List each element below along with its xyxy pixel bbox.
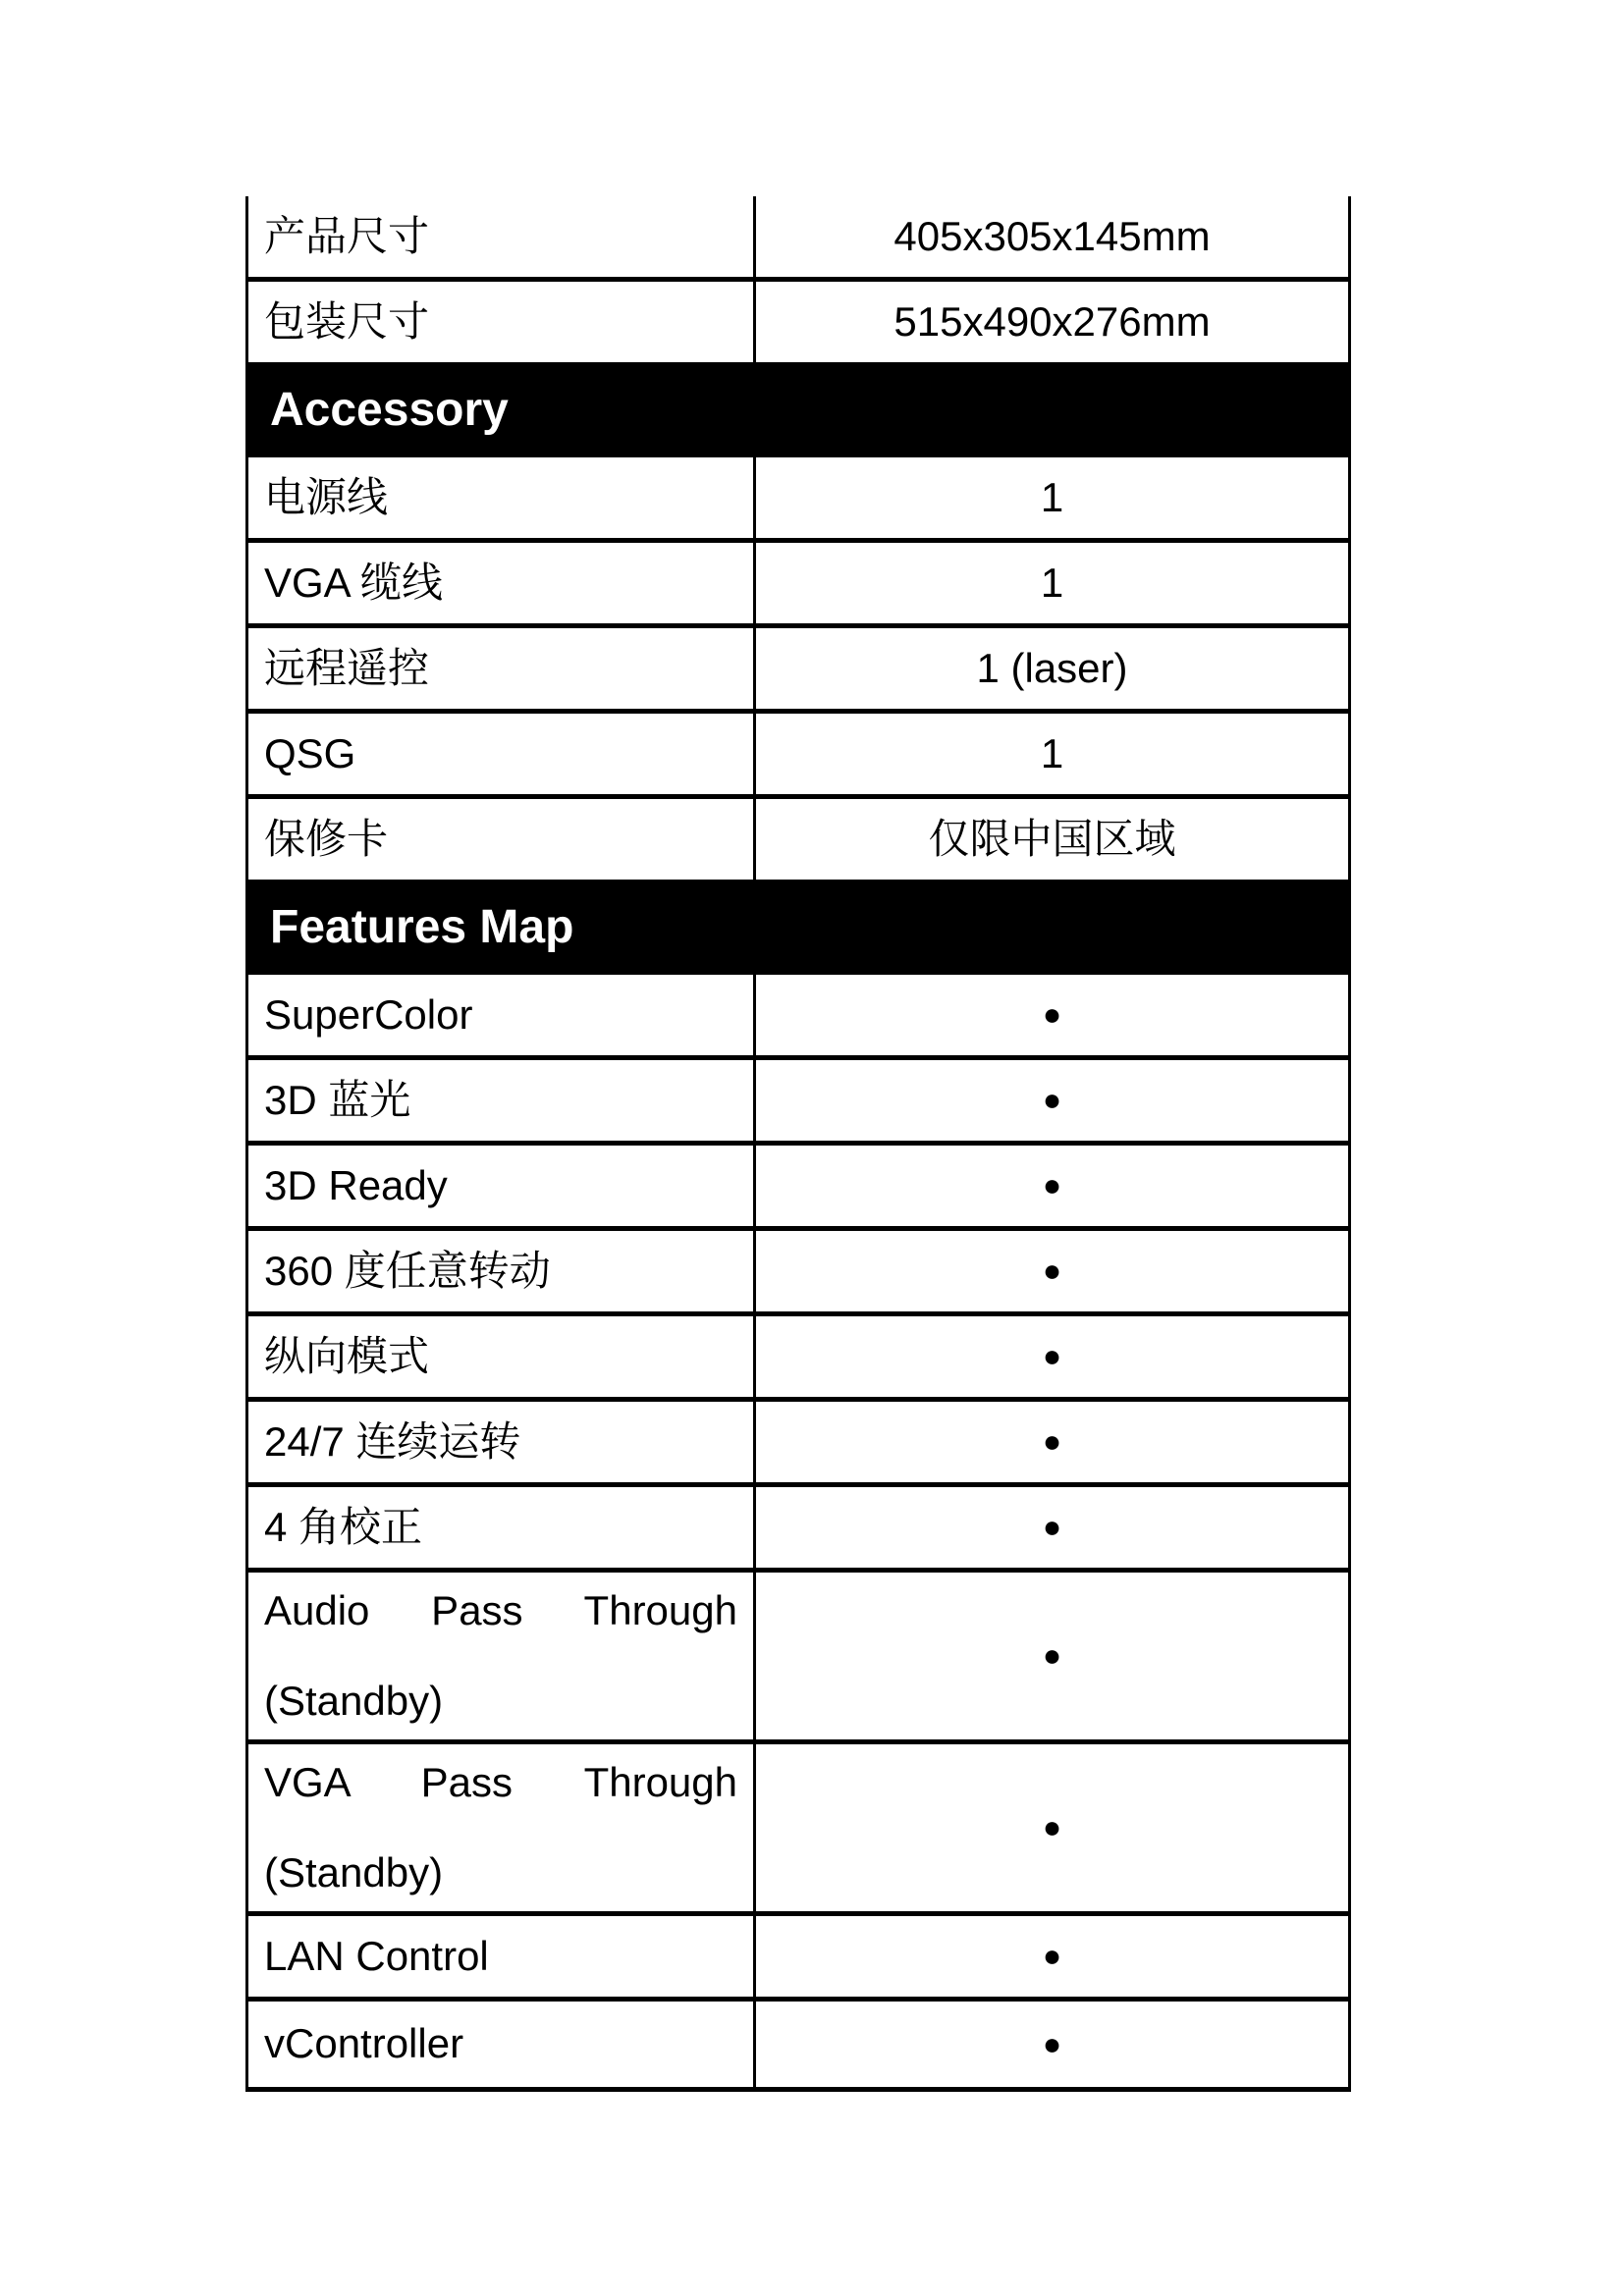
table-row <box>248 975 1348 1060</box>
spec-value: 1 <box>1040 729 1064 776</box>
spec-label: vController <box>264 2020 464 2067</box>
spec-label-cell <box>248 714 756 794</box>
spec-label-cell <box>248 457 756 538</box>
table-row <box>248 2002 1348 2087</box>
table-row <box>248 628 1348 714</box>
spec-label: 产品尺寸 <box>264 212 430 259</box>
spec-label-cell <box>248 543 756 623</box>
spec-label-cell <box>248 1316 756 1397</box>
feature-bullet: ● <box>1042 1167 1062 1203</box>
spec-label-cell <box>248 628 756 709</box>
table-row <box>248 1060 1348 1146</box>
spec-label: 4 角校正 <box>264 1503 423 1550</box>
spec-value-cell <box>756 1744 1348 1911</box>
spec-value-cell <box>756 2002 1348 2087</box>
spec-label-cell <box>248 1402 756 1482</box>
spec-label-cell <box>248 1231 756 1311</box>
feature-bullet: ● <box>1042 2025 1062 2061</box>
feature-bullet: ● <box>1042 1338 1062 1374</box>
spec-value-cell <box>756 975 1348 1055</box>
spec-value-cell <box>756 282 1348 362</box>
spec-value-cell <box>756 799 1348 880</box>
feature-bullet: ● <box>1042 1082 1062 1118</box>
table-row <box>248 799 1348 884</box>
spec-value: 1 <box>1040 473 1064 520</box>
feature-bullet: ● <box>1042 1509 1062 1545</box>
spec-value-cell <box>756 457 1348 538</box>
spec-value: 515x490x276mm <box>893 297 1211 345</box>
spec-label-cell <box>248 1573 756 1739</box>
spec-label: 3D 蓝光 <box>264 1076 411 1123</box>
spec-label-cell <box>248 282 756 362</box>
feature-bullet: ● <box>1042 1423 1062 1460</box>
feature-bullet: ● <box>1042 1938 1062 1974</box>
feature-bullet: ● <box>1042 996 1062 1033</box>
spec-value-cell <box>756 1316 1348 1397</box>
spec-label-cell <box>248 975 756 1055</box>
table-row <box>248 1487 1348 1573</box>
spec-label-line2: (Standby) <box>264 1678 444 1724</box>
spec-label-line2: (Standby) <box>264 1849 444 1896</box>
spec-value-cell <box>756 1231 1348 1311</box>
spec-value-cell <box>756 714 1348 794</box>
spec-label-cell <box>248 1744 756 1911</box>
spec-label-line1: VGA Pass Through <box>264 1758 737 1805</box>
spec-label: LAN Control <box>264 1932 489 1979</box>
spec-value-cell <box>756 1487 1348 1568</box>
table-row <box>248 714 1348 799</box>
spec-label: SuperColor <box>264 990 473 1038</box>
spec-label: 纵向模式 <box>264 1332 430 1379</box>
spec-value: 1 (laser) <box>976 644 1128 691</box>
spec-value-cell <box>756 196 1348 277</box>
spec-value-cell <box>756 1916 1348 1997</box>
spec-table <box>245 196 1351 2092</box>
spec-label-cell <box>248 1487 756 1568</box>
spec-value-cell <box>756 1146 1348 1226</box>
table-row <box>248 1316 1348 1402</box>
spec-label-cell <box>248 1060 756 1141</box>
spec-label-cell <box>248 1916 756 1997</box>
spec-label-cell <box>248 2002 756 2087</box>
spec-value-cell <box>756 1402 1348 1482</box>
spec-label-cell <box>248 196 756 277</box>
spec-value: 1 <box>1040 559 1064 606</box>
spec-label: 包装尺寸 <box>264 297 430 345</box>
section-title: Features Map <box>270 901 574 953</box>
spec-value-cell <box>756 628 1348 709</box>
table-row <box>248 196 1348 282</box>
spec-label: 24/7 连续运转 <box>264 1417 521 1465</box>
table-row <box>248 1146 1348 1231</box>
spec-value: 405x305x145mm <box>893 212 1211 259</box>
spec-label: 3D Ready <box>264 1161 448 1208</box>
spec-label: VGA 缆线 <box>264 559 444 606</box>
spec-value-cell <box>756 1573 1348 1739</box>
table-row <box>248 457 1348 543</box>
spec-label-cell <box>248 799 756 880</box>
table-row <box>248 1916 1348 2002</box>
table-row <box>248 1573 1348 1744</box>
table-row <box>248 1231 1348 1316</box>
spec-value-cell <box>756 1060 1348 1141</box>
feature-bullet: ● <box>1042 1253 1062 1289</box>
feature-bullet: ● <box>1042 1637 1062 1674</box>
spec-value-cell <box>756 543 1348 623</box>
spec-label: 远程遥控 <box>264 644 430 691</box>
spec-label: 保修卡 <box>264 815 389 862</box>
table-row <box>248 543 1348 628</box>
spec-label-cell <box>248 1146 756 1226</box>
section-header-row <box>248 884 1348 975</box>
table-row <box>248 1744 1348 1916</box>
feature-bullet: ● <box>1042 1809 1062 1845</box>
table-row <box>248 1402 1348 1487</box>
spec-value: 仅限中国区域 <box>928 815 1176 862</box>
spec-label: QSG <box>264 729 356 776</box>
spec-label-line1: Audio Pass Through <box>264 1586 737 1633</box>
table-row <box>248 282 1348 367</box>
spec-label: 电源线 <box>264 473 389 520</box>
section-title: Accessory <box>270 384 509 436</box>
spec-label: 360 度任意转动 <box>264 1247 551 1294</box>
section-header-row <box>248 367 1348 457</box>
